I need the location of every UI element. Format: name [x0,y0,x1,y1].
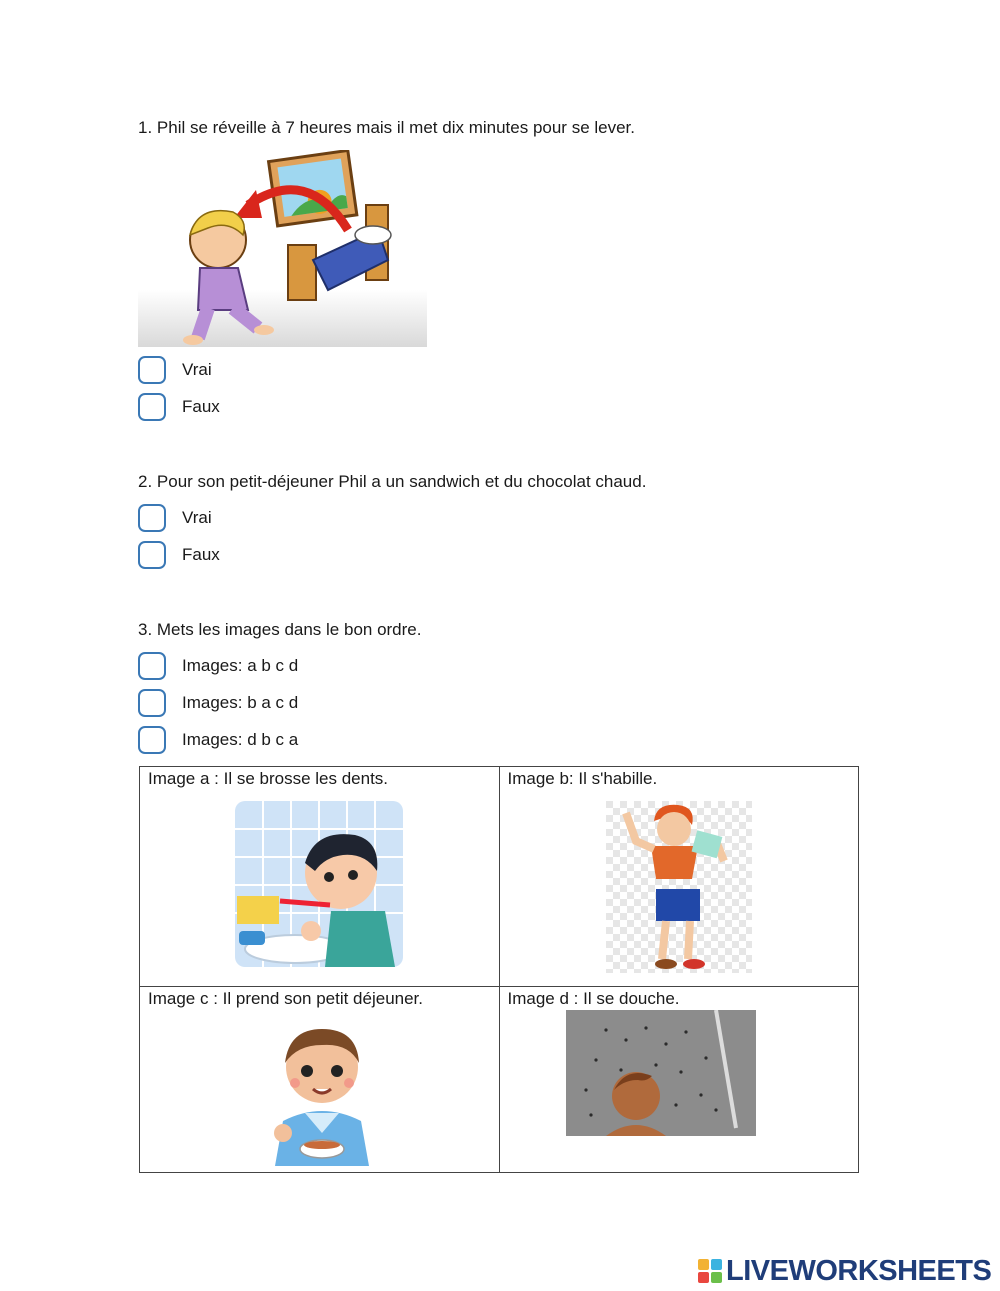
q3-label-dbca: Images: d b c a [182,730,299,749]
caption-image-a: Image a : Il se brosse les dents. [148,769,389,788]
grid-cell-d [499,987,859,1173]
caption-image-b: Image b: Il s'habille. [507,769,658,788]
getting-dressed-illustration [606,801,752,973]
q2-option-vrai[interactable] [138,503,212,533]
caption-image-c: Image c : Il prend son petit déjeuner. [148,989,424,1008]
q3-option-dbca[interactable] [138,725,298,755]
q1-label-vrai: Vrai [182,360,212,379]
q1-option-vrai[interactable] [138,355,212,385]
liveworksheets-logo [698,1252,991,1290]
q2-option-faux[interactable] [138,540,220,570]
q1-option-faux[interactable] [138,392,220,422]
grid-cell-a [140,767,500,987]
q2-label-vrai: Vrai [182,508,212,527]
logo-mark-icon [698,1259,722,1283]
q3-option-abcd[interactable] [138,651,298,681]
breakfast-illustration [265,1021,379,1166]
question-3-text: 3. Mets les images dans le bon ordre. [138,620,422,639]
q3-checkbox-dbca[interactable] [138,726,166,754]
image-grid [139,766,859,1173]
question-2-text: 2. Pour son petit-déjeuner Phil a un sandwich et du chocolat chaud. [138,472,647,491]
q3-option-bacd[interactable] [138,688,298,718]
q1-checkbox-vrai[interactable] [138,356,166,384]
grid-cell-c [140,987,500,1173]
shower-illustration [566,1010,756,1136]
question-1-text: 1. Phil se réveille à 7 heures mais il met dix minutes pour se lever. [138,118,636,137]
q3-checkbox-abcd[interactable] [138,652,166,680]
wake-up-illustration [138,150,427,347]
q1-checkbox-faux[interactable] [138,393,166,421]
q2-checkbox-faux[interactable] [138,541,166,569]
q1-label-faux: Faux [182,397,220,416]
q3-label-abcd: Images: a b c d [182,656,299,675]
caption-image-d: Image d : Il se douche. [507,989,680,1008]
grid-cell-b [499,767,859,987]
q3-checkbox-bacd[interactable] [138,689,166,717]
q2-label-faux: Faux [182,545,220,564]
q3-label-bacd: Images: b a c d [182,693,299,712]
brushing-teeth-illustration [235,801,403,967]
q2-checkbox-vrai[interactable] [138,504,166,532]
brand-name: LIVEWORKSHEETS [726,1254,992,1287]
